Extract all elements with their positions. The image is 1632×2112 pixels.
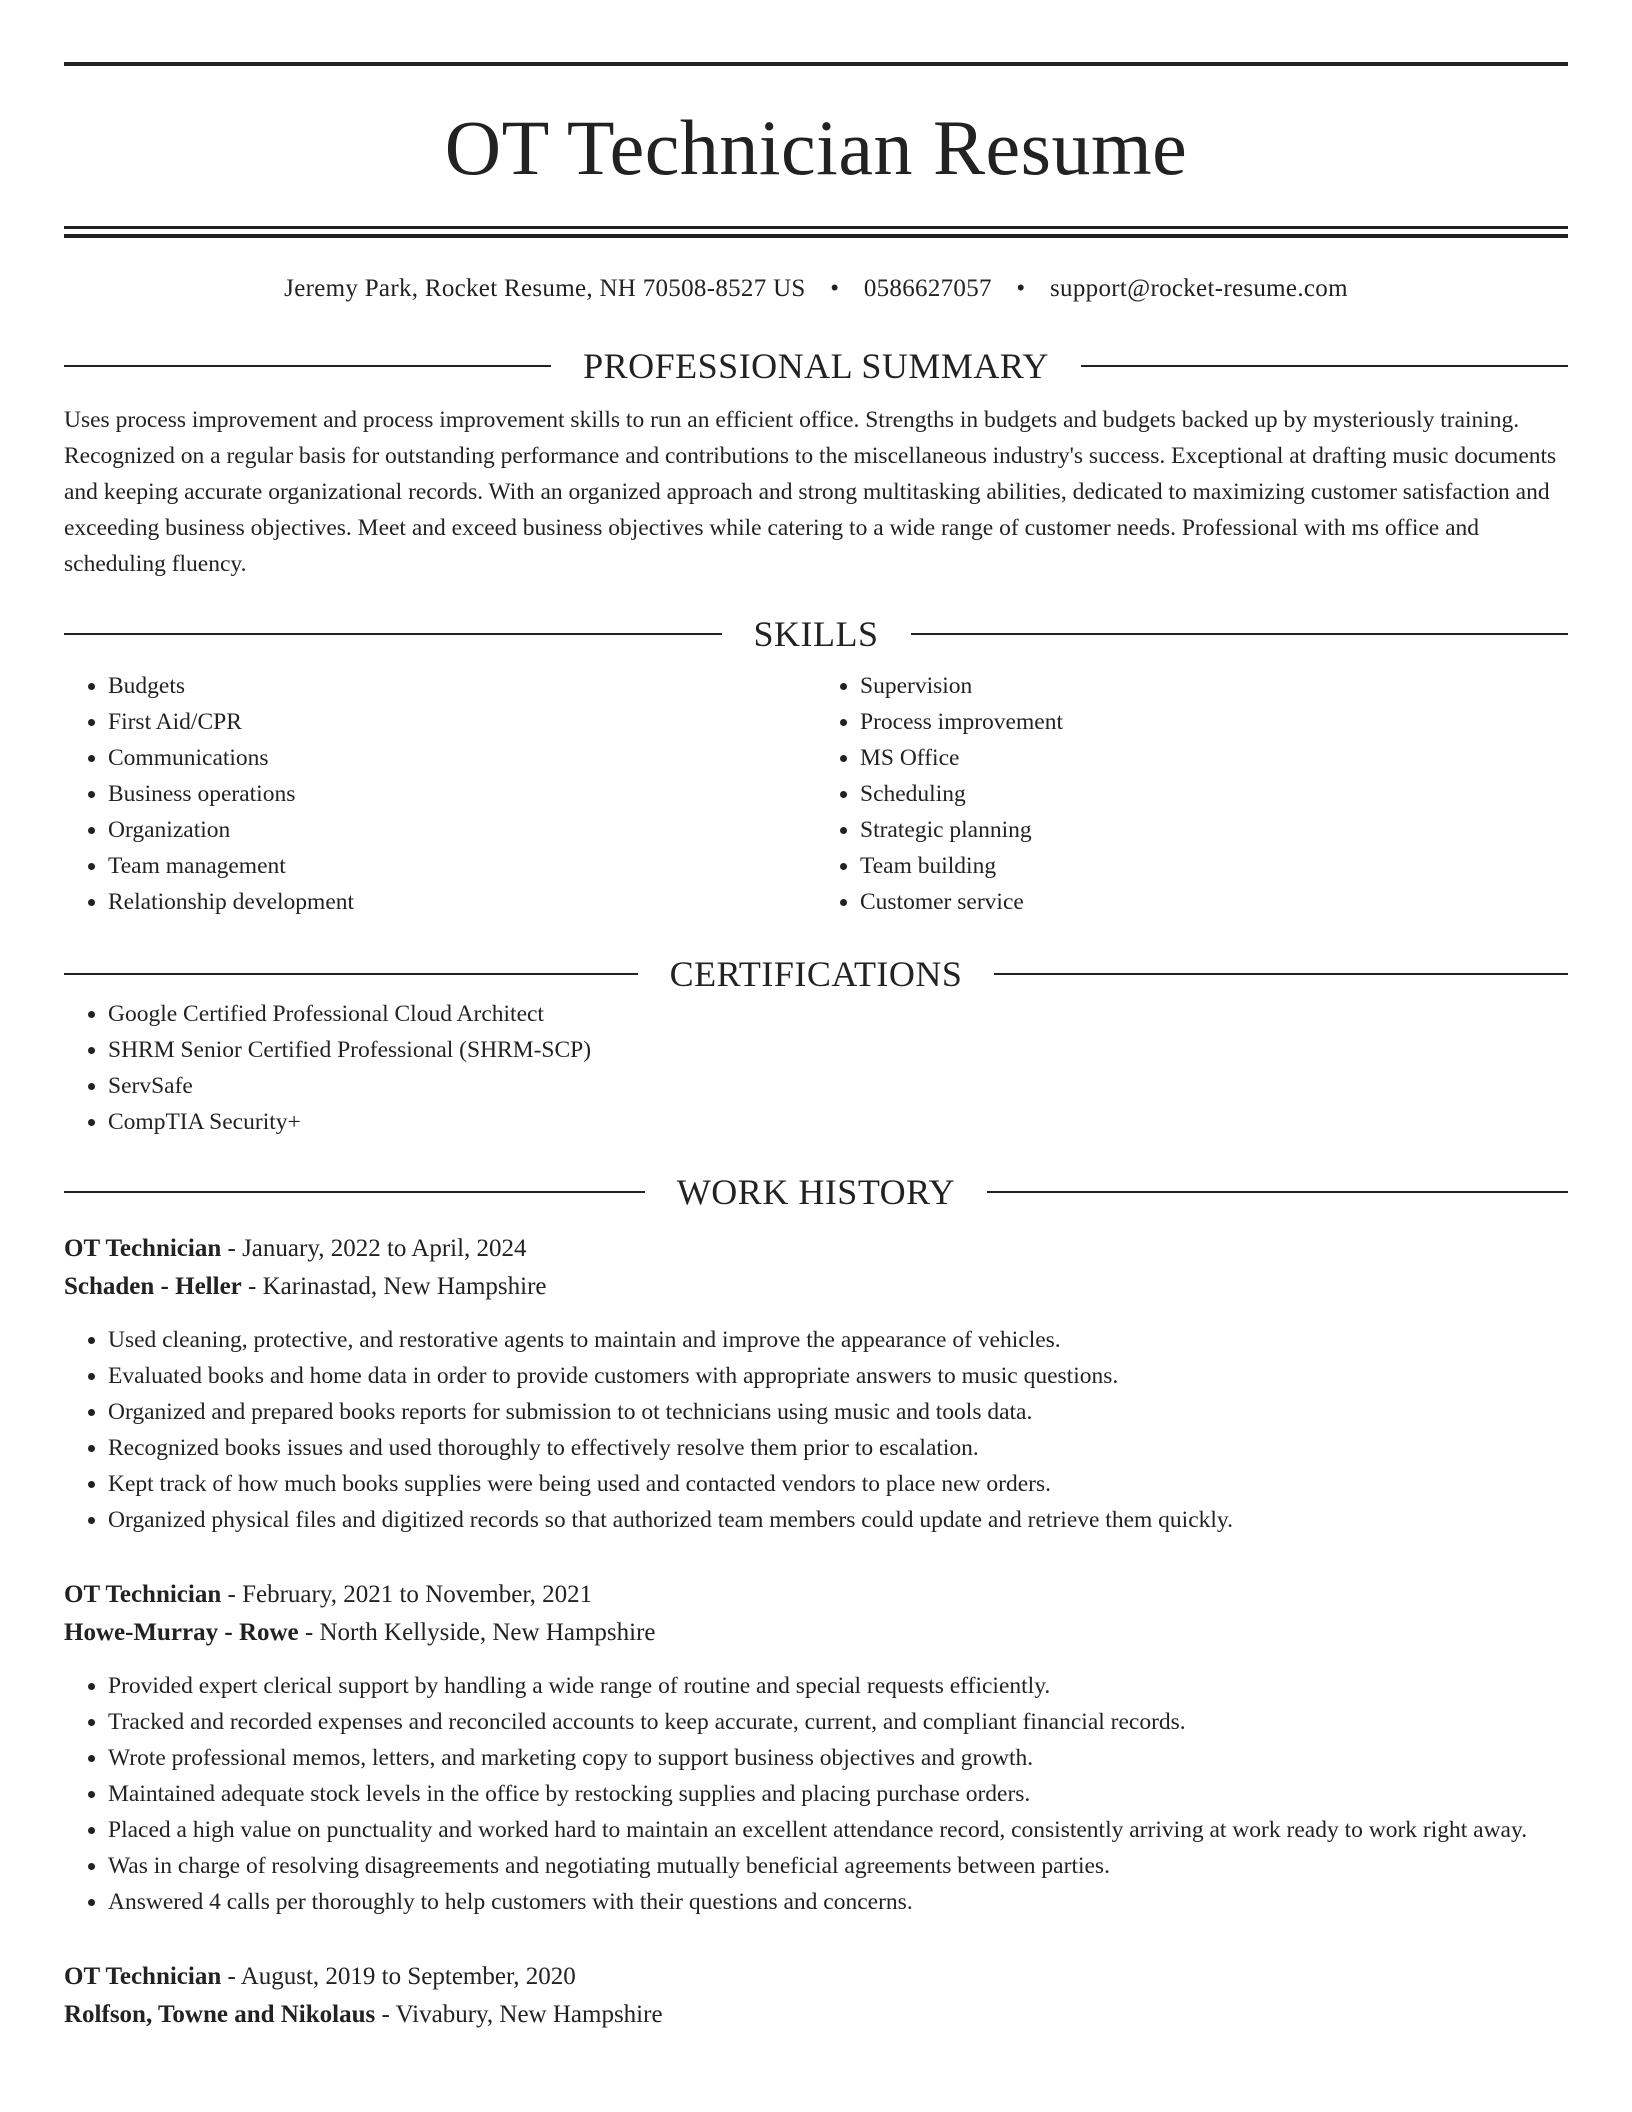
job-dates: - January, 2022 to April, 2024: [221, 1235, 527, 1262]
certification-item: • SHRM Senior Certified Professional (SHRM-SCP): [108, 1032, 1568, 1068]
certifications-section-heading: [64, 952, 1568, 996]
title-double-rule: [64, 226, 1568, 238]
job-title-line: [64, 1958, 1568, 1996]
contact-line: [64, 272, 1568, 306]
skills-list-left: [64, 668, 816, 920]
certification-item: • ServSafe: [108, 1068, 1568, 1104]
section-title: SKILLS: [753, 614, 879, 654]
contact-separator: •: [830, 275, 840, 302]
job-duties-list: [64, 1668, 1568, 1920]
job-role: OT Technician: [64, 1235, 222, 1262]
skill-item: • Business operations: [108, 776, 816, 812]
skill-item: • Organization: [108, 812, 816, 848]
job-duty: • Wrote professional memos, letters, and marketing copy to support business objectives and growth.: [108, 1740, 1568, 1776]
skills-section-heading: [64, 612, 1568, 656]
job-duty: • Was in charge of resolving disagreements and negotiating mutually beneficial agreements between parties.: [108, 1848, 1568, 1884]
job-duty: • Organized and prepared books reports for submission to ot technicians using music and tools data.: [108, 1394, 1568, 1430]
job-entry: [64, 1958, 1568, 2034]
skill-item: • Process improvement: [860, 704, 1568, 740]
heading-rule-left: [64, 365, 551, 367]
job-company: Rolfson, Towne and Nikolaus: [64, 2001, 376, 2028]
job-entry: [64, 1576, 1568, 1920]
contact-phone: 0586627057: [863, 275, 992, 302]
contact-email: support@rocket-resume.com: [1050, 275, 1348, 302]
skill-item: • Team management: [108, 848, 816, 884]
job-company-line: [64, 1614, 1568, 1652]
contact-separator: •: [1016, 275, 1026, 302]
job-duty: • Organized physical files and digitized records so that authorized team members could update and retrieve them quickly.: [108, 1502, 1568, 1538]
heading-rule-left: [64, 633, 722, 635]
summary-paragraph: Uses process improvement and process improvement skills to run an efficient office. Strengths in budgets and budgets backed up by mysteriously training. Recognized on a regular basis for outstanding performance and contributions to the miscellaneous industry's success. Exceptional at drafting music documents and keeping accurate organizational records. With an organized approach and strong multitasking abilities, dedicated to maximizing customer satisfaction and exceeding business objectives. Meet and exceed business objectives while catering to a wide range of customer needs. Professional with ms office and scheduling fluency.: [64, 407, 1557, 577]
job-title-line: [64, 1576, 1568, 1614]
job-duty: • Evaluated books and home data in order to provide customers with appropriate answers to music questions.: [108, 1358, 1568, 1394]
skill-item: • Customer service: [860, 884, 1568, 920]
job-company-line: [64, 1268, 1568, 1306]
job-location: - Vivabury, New Hampshire: [375, 2001, 663, 2028]
job-duty: • Placed a high value on punctuality and worked hard to maintain an excellent attendance record, consistently arriving at work ready to work right away.: [108, 1812, 1568, 1848]
job-duty: • Provided expert clerical support by handling a wide range of routine and special requests efficiently.: [108, 1668, 1568, 1704]
skill-item: • First Aid/CPR: [108, 704, 816, 740]
job-role: OT Technician: [64, 1963, 222, 1990]
top-rule: [64, 62, 1568, 66]
section-title: WORK HISTORY: [676, 1172, 956, 1212]
skill-item: • Communications: [108, 740, 816, 776]
job-dates: - August, 2019 to September, 2020: [221, 1963, 576, 1990]
contact-address: Jeremy Park, Rocket Resume, NH 70508-8527 US: [284, 275, 806, 302]
section-title: CERTIFICATIONS: [669, 954, 963, 994]
skill-item: • Supervision: [860, 668, 1568, 704]
section-title: PROFESSIONAL SUMMARY: [583, 346, 1049, 386]
job-duties-list: [64, 1322, 1568, 1538]
job-title-line: [64, 1230, 1568, 1268]
job-location: - North Kellyside, New Hampshire: [298, 1619, 656, 1646]
work-history-section-heading: [64, 1170, 1568, 1214]
page-title: OT Technician Resume: [444, 104, 1188, 191]
heading-rule-right: [994, 973, 1568, 975]
summary-section-heading: [64, 344, 1568, 388]
heading-rule-right: [987, 1191, 1568, 1193]
job-location: - Karinastad, New Hampshire: [241, 1273, 547, 1300]
skill-item: • Scheduling: [860, 776, 1568, 812]
job-entry: [64, 1230, 1568, 1538]
skills-list-right: [816, 668, 1568, 920]
skill-item: • Strategic planning: [860, 812, 1568, 848]
job-duty: • Tracked and recorded expenses and reconciled accounts to keep accurate, current, and compliant financial records.: [108, 1704, 1568, 1740]
job-company: Howe-Murray - Rowe: [64, 1619, 299, 1646]
heading-rule-left: [64, 973, 638, 975]
job-company: Schaden - Heller: [64, 1273, 242, 1300]
heading-rule-right: [1081, 365, 1568, 367]
heading-rule-left: [64, 1191, 645, 1193]
skill-item: • MS Office: [860, 740, 1568, 776]
job-role: OT Technician: [64, 1581, 222, 1608]
job-company-line: [64, 1996, 1568, 2034]
heading-rule-right: [911, 633, 1569, 635]
certification-item: • CompTIA Security+: [108, 1104, 1568, 1140]
skills-columns: [64, 668, 1568, 920]
job-duty: • Maintained adequate stock levels in the office by restocking supplies and placing purchase orders.: [108, 1776, 1568, 1812]
certifications-list: [64, 996, 1568, 1140]
job-duty: • Recognized books issues and used thoroughly to effectively resolve them prior to escalation.: [108, 1430, 1568, 1466]
skill-item: • Team building: [860, 848, 1568, 884]
job-duty: • Used cleaning, protective, and restorative agents to maintain and improve the appearance of vehicles.: [108, 1322, 1568, 1358]
certification-item: • Google Certified Professional Cloud Architect: [108, 996, 1568, 1032]
job-duty: • Kept track of how much books supplies were being used and contacted vendors to place new orders.: [108, 1466, 1568, 1502]
resume-page: [64, 0, 1568, 2034]
job-dates: - February, 2021 to November, 2021: [221, 1581, 593, 1608]
skill-item: • Budgets: [108, 668, 816, 704]
job-duty: • Answered 4 calls per thoroughly to help customers with their questions and concerns.: [108, 1884, 1568, 1920]
skill-item: • Relationship development: [108, 884, 816, 920]
